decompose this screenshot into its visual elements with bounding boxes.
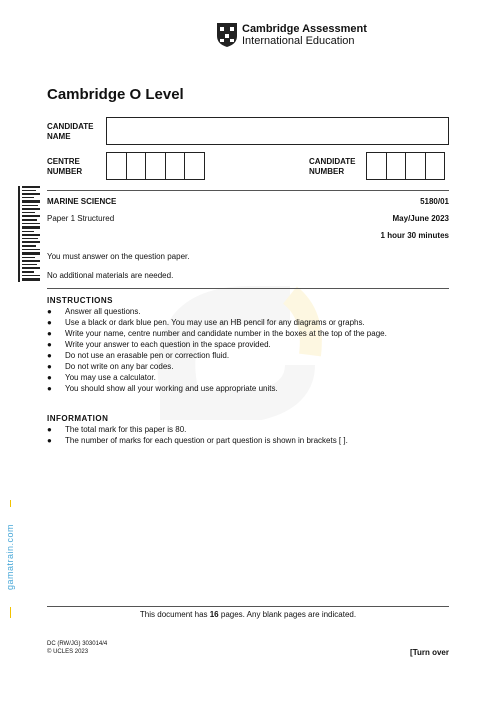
logo-line-1: Cambridge Assessment [242,23,367,35]
list-item: ● The number of marks for each question or part question is shown in brackets [ ]. [47,436,348,445]
centre-number-cell[interactable] [145,152,166,180]
candidate-number-cell[interactable] [386,152,407,180]
instructions-list [47,306,449,394]
note-materials: No additional materials are needed. [47,271,174,280]
candidate-number-field[interactable] [366,152,444,180]
list-item: ● You may use a calculator. [47,373,156,382]
instructions-heading: INSTRUCTIONS [47,296,113,305]
candidate-name-label: CANDIDATE NAME [47,122,94,141]
list-item: ● Use a black or dark blue pen. You may use an HB pencil for any diagrams or graphs. [47,318,365,327]
subject: MARINE SCIENCE [47,197,117,206]
list-item: ● The total mark for this paper is 80. [47,425,187,434]
divider [47,606,449,607]
list-item: ● Write your name, centre number and candidate number in the boxes at the top of the page. [47,329,387,338]
logo-line-2: International Education [242,35,355,47]
duration: 1 hour 30 minutes [380,231,449,240]
cambridge-logo [216,20,376,50]
divider [47,288,449,289]
candidate-number-cell[interactable] [366,152,387,180]
page-count-note: This document has 16 pages. Any blank pages are indicated. [139,610,357,619]
paper-code: 5180/01 [420,197,449,206]
information-list [47,424,449,446]
page-title: Cambridge O Level [47,86,184,103]
footer-ref: DC (RW/JG) 303014/4 © UCLES 2023 [47,641,108,655]
crest-icon [216,22,238,48]
list-item: ● Answer all questions. [47,307,141,316]
centre-number-field[interactable] [106,152,204,180]
list-item: ● Write your answer to each question in the space provided. [47,340,271,349]
centre-number-cell[interactable] [184,152,205,180]
list-item: ● Do not use an erasable pen or correction fluid. [47,351,230,360]
candidate-number-cell[interactable] [425,152,446,180]
paper-name: Paper 1 Structured [47,214,115,223]
barcode [18,186,40,282]
list-item: ● Do not write on any bar codes. [47,362,174,371]
divider [47,190,449,191]
turn-over: [Turn over [410,648,449,657]
centre-number-cell[interactable] [165,152,186,180]
centre-number-label: CENTRE NUMBER [47,157,83,176]
candidate-number-label: CANDIDATE NUMBER [309,157,356,176]
side-watermark: gamatrain.com [0,500,18,620]
candidate-name-field[interactable] [106,117,449,145]
centre-number-cell[interactable] [106,152,127,180]
note-answer: You must answer on the question paper. [47,252,190,261]
centre-number-cell[interactable] [126,152,147,180]
list-item: ● You should show all your working and use appropriate units. [47,384,278,393]
information-heading: INFORMATION [47,414,109,423]
exam-session: May/June 2023 [392,214,449,223]
candidate-number-cell[interactable] [405,152,426,180]
